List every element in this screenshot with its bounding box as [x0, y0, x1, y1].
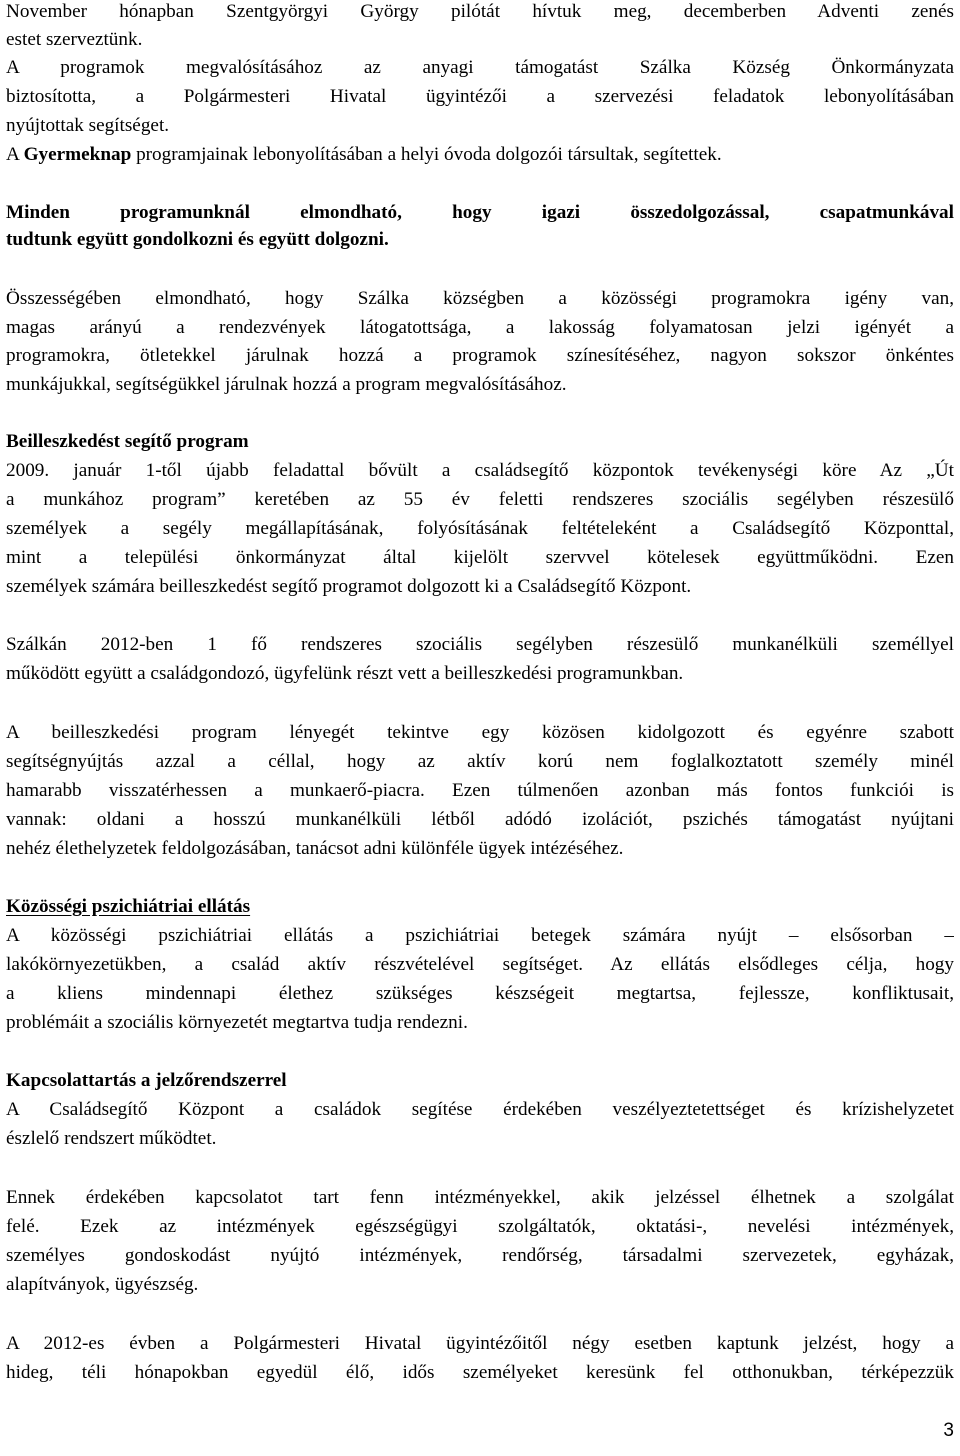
paragraph-line: magas arányú a rendezvények látogatottsága, a lakosság folyamatosan jelzi igényét a [6, 317, 954, 338]
paragraph-line: biztosította, a Polgármesteri Hivatal ügyintézői a szervezési feladatok lebonyolításában [6, 86, 954, 107]
paragraph-line: Összességében elmondható, hogy Szálka községben a közösségi programokra igény van, [6, 288, 954, 309]
gyermeknap-prefix: A [6, 144, 24, 165]
section-heading: Közösségi pszichiátriai ellátás [6, 896, 251, 917]
gyermeknap-suffix: programjainak lebonyolításában a helyi óvoda dolgozói társultak, segítettek. [131, 144, 722, 165]
paragraph-line: Ennek érdekében kapcsolatot tart fenn intézményekkel, akik jelzéssel élhetnek a szolgálat [6, 1187, 954, 1208]
paragraph-line: programokra, ötletekkel járulnak hozzá a programok színesítéséhez, nagyon sokszor önkéntes [6, 345, 954, 366]
paragraph-line: A Családsegítő Központ a családok segítése érdekében veszélyeztetettséget és krízishelyzetet [6, 1099, 954, 1120]
section-heading: Kapcsolattartás a jelzőrendszerrel [6, 1070, 287, 1091]
bold-paragraph-line: Minden programunknál elmondható, hogy igazi összedolgozással, csapatmunkával [6, 202, 954, 223]
paragraph-line: A 2012-es évben a Polgármesteri Hivatal ügyintézőitől négy esetben kaptunk jelzést, hogy a [6, 1333, 954, 1354]
paragraph-line: lakókörnyezetükben, a család aktív részvételével segítséget. Az ellátás elsődleges célja, hogy [6, 954, 954, 975]
paragraph-line: hamarabb visszatérhessen a munkaerő-piacra. Ezen túlmenően azonban más fontos funkciói is [6, 780, 954, 801]
paragraph-line: Szálkán 2012-ben 1 fő rendszeres szociális segélyben részesülő munkanélküli személlyel [6, 634, 954, 655]
paragraph-line: észlelő rendszert működtet. [6, 1128, 217, 1149]
paragraph-line: nehéz élethelyzetek feldolgozásában, tanácsot adni különféle ügyek intézéséhez. [6, 838, 624, 859]
paragraph-line: a munkához program” keretében az 55 év feletti rendszeres szociális segélyben részesülő [6, 489, 954, 510]
paragraph-line: hideg, téli hónapokban egyedül élő, idős személyeket keresünk fel otthonukban, térképezzük [6, 1362, 954, 1383]
paragraph-line: vannak: oldani a hosszú munkanélküli létből adódó izolációt, pszichés támogatást nyújtani [6, 809, 954, 830]
paragraph-line: A beilleszkedési program lényegét tekintve egy közösen kidolgozott és egyénre szabott [6, 722, 954, 743]
paragraph-line: a kliens mindennapi élethez szükséges készségeit megtartsa, fejlessze, konfliktusait, [6, 983, 954, 1004]
page-number: 3 [943, 1420, 954, 1441]
paragraph-line: mint a települési önkormányzat által kijelölt szervvel kötelesek együttműködni. Ezen [6, 547, 954, 568]
paragraph-line: A programok megvalósításához az anyagi támogatást Szálka Község Önkormányzata [6, 57, 954, 78]
paragraph-line: segítségnyújtás azzal a céllal, hogy az aktív korú nem foglalkoztatott személy minél [6, 751, 954, 772]
paragraph-line: nyújtottak segítséget. [6, 115, 170, 136]
paragraph-line: alapítványok, ügyészség. [6, 1274, 199, 1295]
paragraph-line: problémáit a szociális környezetét megtartva tudja rendezni. [6, 1012, 468, 1033]
paragraph-line: November hónapban Szentgyörgyi György pilótát hívtuk meg, decemberben Adventi zenés [6, 1, 954, 22]
paragraph-line: működött együtt a családgondozó, ügyfelünk részt vett a beilleszkedési programunkban. [6, 663, 684, 684]
paragraph-line: felé. Ezek az intézmények egészségügyi szolgáltatók, oktatási-, nevelési intézmények, [6, 1216, 954, 1237]
paragraph-line: munkájukkal, segítségükkel járulnak hozzá a program megvalósításához. [6, 374, 567, 395]
paragraph-line: estet szerveztünk. [6, 29, 143, 50]
paragraph-line: személyek számára beilleszkedést segítő programot dolgozott ki a Családsegítő Központ. [6, 576, 692, 597]
bold-paragraph-line: tudtunk együtt gondolkozni és együtt dolgozni. [6, 229, 389, 250]
gyermeknap-bold: Gyermeknap [23, 144, 132, 165]
paragraph-line: A közösségi pszichiátriai ellátás a pszichiátriai betegek számára nyújt – elsősorban – [6, 925, 954, 946]
section-heading: Beilleszkedést segítő program [6, 431, 249, 452]
paragraph-line: személyek a segély megállapításának, folyósításának feltételeként a Családsegítő Központtal, [6, 518, 954, 539]
paragraph-line: személyes gondoskodást nyújtó intézmények, rendőrség, társadalmi szervezetek, egyházak, [6, 1245, 954, 1266]
paragraph-line: 2009. január 1-től újabb feladattal bővült a családsegítő központok tevékenységi köre Az „Út [6, 460, 954, 481]
gyermeknap-line [6, 141, 954, 169]
